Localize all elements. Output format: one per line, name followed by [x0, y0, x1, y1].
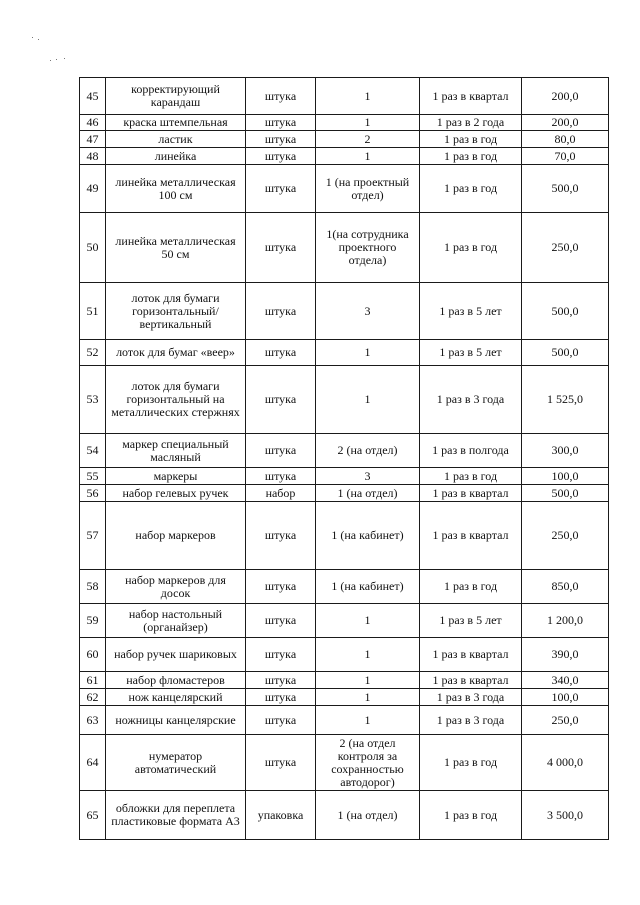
table-row [80, 502, 609, 570]
unit-price: 500,0 [522, 165, 609, 213]
unit-of-measure: штука [246, 366, 316, 434]
unit-price: 500,0 [522, 283, 609, 340]
replacement-period: 1 раз в 3 года [420, 706, 522, 735]
row-number: 63 [80, 706, 106, 735]
unit-price: 850,0 [522, 570, 609, 604]
replacement-period: 1 раз в полгода [420, 434, 522, 468]
quantity: 3 [316, 468, 420, 485]
unit-price: 300,0 [522, 434, 609, 468]
quantity: 1 [316, 672, 420, 689]
row-number: 54 [80, 434, 106, 468]
unit-of-measure: упаковка [246, 791, 316, 840]
item-name: набор ручек шариковых [106, 638, 246, 672]
item-name: краска штемпельная [106, 115, 246, 131]
replacement-period: 1 раз в 5 лет [420, 283, 522, 340]
unit-of-measure: штука [246, 706, 316, 735]
unit-of-measure: штука [246, 340, 316, 366]
quantity: 1 [316, 706, 420, 735]
table-row [80, 148, 609, 165]
unit-price: 70,0 [522, 148, 609, 165]
table-row [80, 735, 609, 791]
replacement-period: 1 раз в год [420, 165, 522, 213]
unit-of-measure: штука [246, 434, 316, 468]
item-name: лоток для бумаг «веер» [106, 340, 246, 366]
replacement-period: 1 раз в квартал [420, 502, 522, 570]
supplies-table [79, 77, 609, 840]
table-row [80, 791, 609, 840]
unit-price: 340,0 [522, 672, 609, 689]
unit-of-measure: штука [246, 672, 316, 689]
item-name: ножницы канцелярские [106, 706, 246, 735]
unit-price: 1 200,0 [522, 604, 609, 638]
unit-price: 250,0 [522, 213, 609, 283]
unit-price: 250,0 [522, 706, 609, 735]
item-name: нож канцелярский [106, 689, 246, 706]
table-row [80, 638, 609, 672]
unit-of-measure: штука [246, 148, 316, 165]
quantity: 1 (на кабинет) [316, 502, 420, 570]
row-number: 45 [80, 78, 106, 115]
item-name: линейка [106, 148, 246, 165]
item-name: нумератор автоматический [106, 735, 246, 791]
table-row [80, 570, 609, 604]
table-row [80, 115, 609, 131]
table-row [80, 672, 609, 689]
unit-price: 200,0 [522, 78, 609, 115]
quantity: 1 [316, 604, 420, 638]
table-row [80, 434, 609, 468]
quantity: 1 [316, 340, 420, 366]
unit-of-measure: штука [246, 735, 316, 791]
row-number: 58 [80, 570, 106, 604]
item-name: линейка металлическая 100 см [106, 165, 246, 213]
unit-of-measure: штука [246, 131, 316, 148]
table-row [80, 131, 609, 148]
unit-price: 80,0 [522, 131, 609, 148]
unit-of-measure: штука [246, 502, 316, 570]
unit-price: 500,0 [522, 340, 609, 366]
unit-price: 200,0 [522, 115, 609, 131]
unit-of-measure: штука [246, 604, 316, 638]
item-name: набор маркеров [106, 502, 246, 570]
row-number: 55 [80, 468, 106, 485]
row-number: 59 [80, 604, 106, 638]
unit-price: 500,0 [522, 485, 609, 502]
unit-price: 4 000,0 [522, 735, 609, 791]
item-name: набор настольный (органайзер) [106, 604, 246, 638]
row-number: 52 [80, 340, 106, 366]
table-row [80, 689, 609, 706]
replacement-period: 1 раз в 5 лет [420, 604, 522, 638]
replacement-period: 1 раз в год [420, 735, 522, 791]
item-name: лоток для бумаги горизонтальный/вертикальный [106, 283, 246, 340]
unit-price: 100,0 [522, 689, 609, 706]
table-row [80, 366, 609, 434]
table-row [80, 485, 609, 502]
quantity: 1(на сотрудника проектного отдела) [316, 213, 420, 283]
unit-of-measure: набор [246, 485, 316, 502]
table-row [80, 340, 609, 366]
unit-of-measure: штука [246, 78, 316, 115]
row-number: 61 [80, 672, 106, 689]
replacement-period: 1 раз в квартал [420, 78, 522, 115]
item-name: ластик [106, 131, 246, 148]
item-name: маркер специальный масляный [106, 434, 246, 468]
row-number: 57 [80, 502, 106, 570]
quantity: 1 (на кабинет) [316, 570, 420, 604]
replacement-period: 1 раз в год [420, 570, 522, 604]
item-name: обложки для переплета пластиковые формата А3 [106, 791, 246, 840]
table-row [80, 165, 609, 213]
unit-of-measure: штука [246, 468, 316, 485]
row-number: 48 [80, 148, 106, 165]
table-row [80, 468, 609, 485]
row-number: 65 [80, 791, 106, 840]
table-row [80, 706, 609, 735]
quantity: 2 (на отдел контроля за сохранностью автодорог) [316, 735, 420, 791]
item-name: лоток для бумаги горизонтальный на металлических стержнях [106, 366, 246, 434]
quantity: 1 [316, 78, 420, 115]
replacement-period: 1 раз в 5 лет [420, 340, 522, 366]
unit-of-measure: штука [246, 638, 316, 672]
table-row [80, 604, 609, 638]
quantity: 1 [316, 148, 420, 165]
quantity: 3 [316, 283, 420, 340]
quantity: 2 (на отдел) [316, 434, 420, 468]
unit-price: 250,0 [522, 502, 609, 570]
scan-specks [30, 35, 70, 65]
quantity: 1 (на отдел) [316, 791, 420, 840]
row-number: 49 [80, 165, 106, 213]
unit-price: 3 500,0 [522, 791, 609, 840]
replacement-period: 1 раз в квартал [420, 638, 522, 672]
row-number: 51 [80, 283, 106, 340]
unit-of-measure: штука [246, 689, 316, 706]
replacement-period: 1 раз в квартал [420, 485, 522, 502]
unit-of-measure: штука [246, 213, 316, 283]
item-name: линейка металлическая 50 см [106, 213, 246, 283]
item-name: набор фломастеров [106, 672, 246, 689]
unit-price: 100,0 [522, 468, 609, 485]
row-number: 53 [80, 366, 106, 434]
replacement-period: 1 раз в год [420, 148, 522, 165]
unit-price: 1 525,0 [522, 366, 609, 434]
quantity: 1 [316, 689, 420, 706]
quantity: 1 [316, 115, 420, 131]
row-number: 46 [80, 115, 106, 131]
row-number: 60 [80, 638, 106, 672]
replacement-period: 1 раз в 3 года [420, 366, 522, 434]
quantity: 1 (на проектный отдел) [316, 165, 420, 213]
unit-of-measure: штука [246, 115, 316, 131]
item-name: набор гелевых ручек [106, 485, 246, 502]
unit-of-measure: штука [246, 570, 316, 604]
table-row [80, 213, 609, 283]
row-number: 62 [80, 689, 106, 706]
quantity: 1 (на отдел) [316, 485, 420, 502]
quantity: 1 [316, 638, 420, 672]
row-number: 50 [80, 213, 106, 283]
row-number: 47 [80, 131, 106, 148]
replacement-period: 1 раз в год [420, 468, 522, 485]
replacement-period: 1 раз в год [420, 213, 522, 283]
quantity: 2 [316, 131, 420, 148]
table-row [80, 78, 609, 115]
row-number: 56 [80, 485, 106, 502]
row-number: 64 [80, 735, 106, 791]
replacement-period: 1 раз в квартал [420, 672, 522, 689]
replacement-period: 1 раз в 3 года [420, 689, 522, 706]
replacement-period: 1 раз в год [420, 791, 522, 840]
item-name: набор маркеров для досок [106, 570, 246, 604]
item-name: маркеры [106, 468, 246, 485]
replacement-period: 1 раз в год [420, 131, 522, 148]
quantity: 1 [316, 366, 420, 434]
table-row [80, 283, 609, 340]
replacement-period: 1 раз в 2 года [420, 115, 522, 131]
unit-price: 390,0 [522, 638, 609, 672]
unit-of-measure: штука [246, 165, 316, 213]
unit-of-measure: штука [246, 283, 316, 340]
item-name: корректирующий карандаш [106, 78, 246, 115]
